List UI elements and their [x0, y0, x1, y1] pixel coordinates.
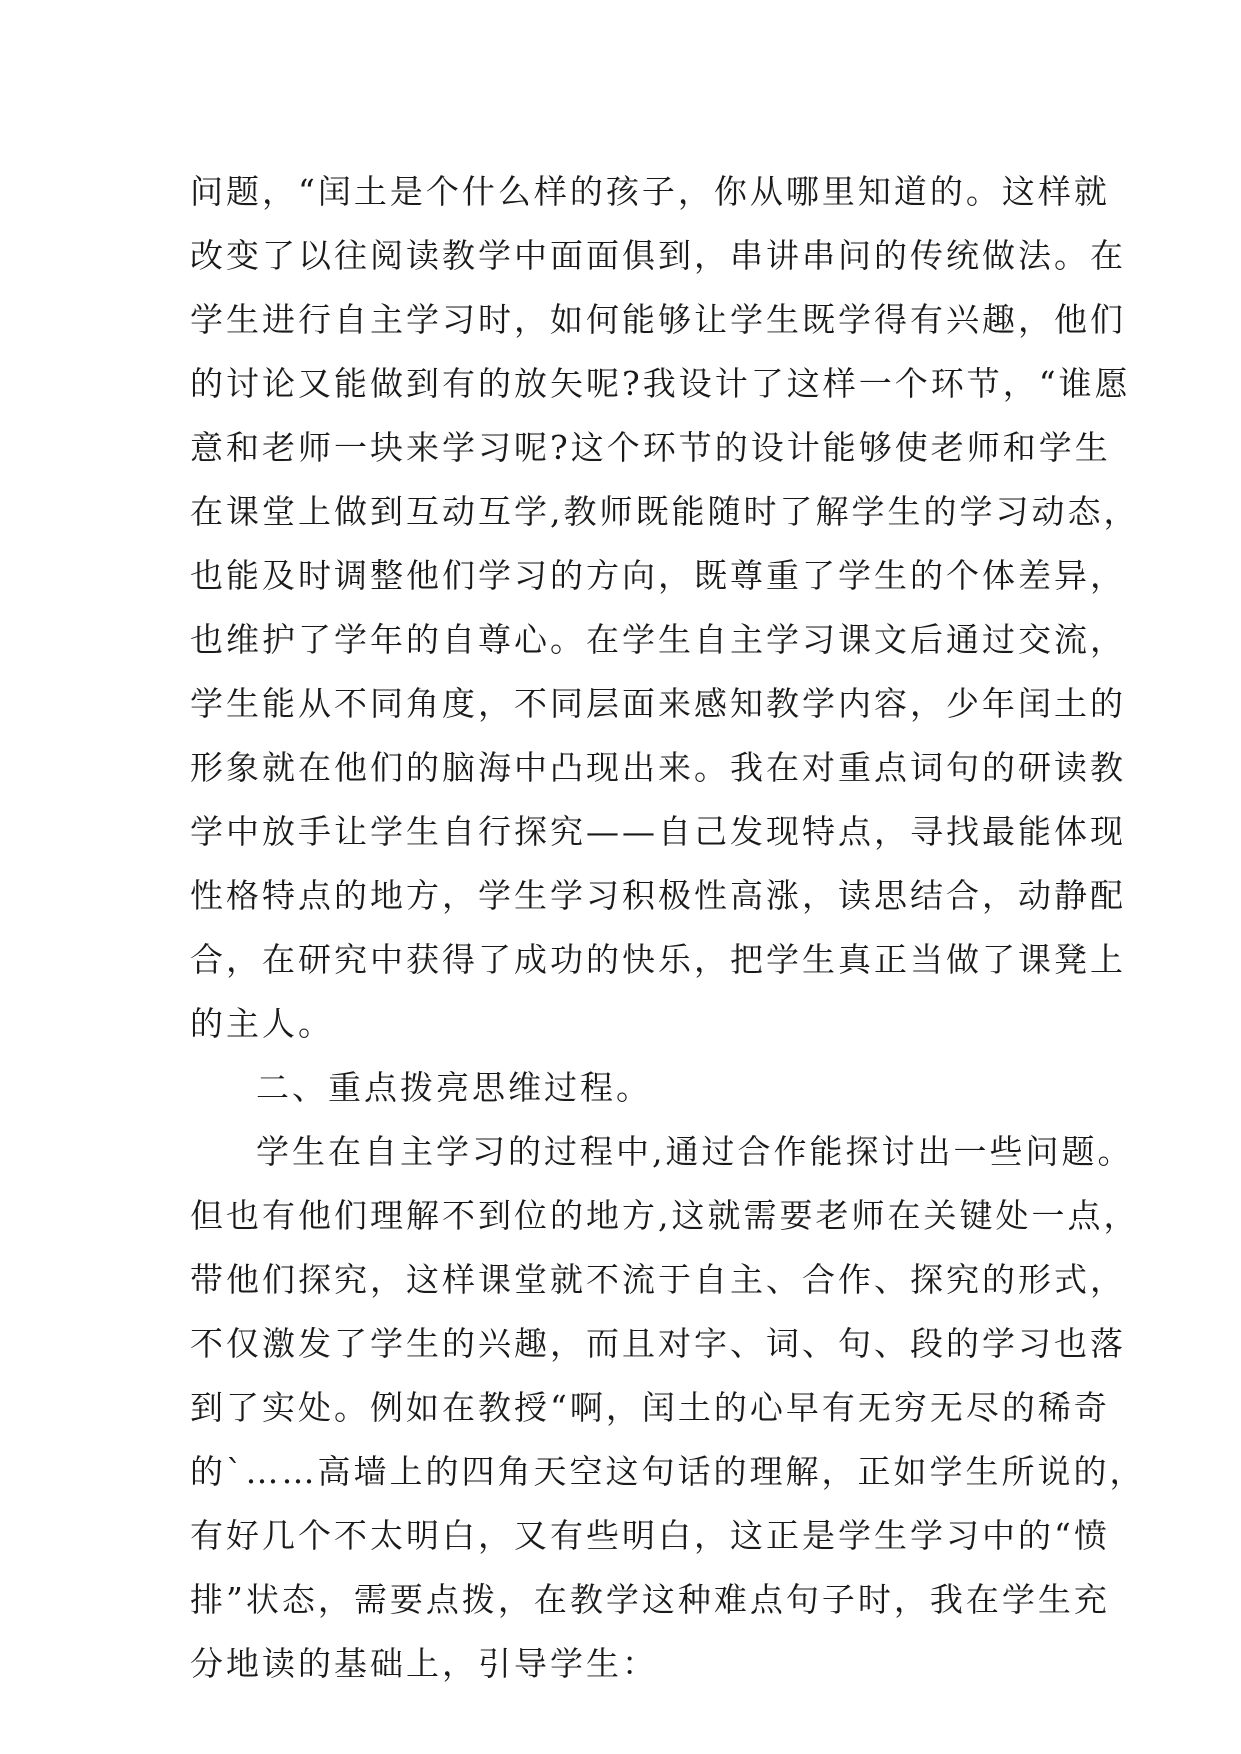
text-line: 意和老师一块来学习呢?这个环节的设计能够使老师和学生 [190, 428, 1111, 467]
text-line: 的主人。 [190, 1004, 334, 1043]
text-line: 学生进行自主学习时，如何能够让学生既学得有兴趣，他们 [190, 300, 1126, 339]
text-line: 形象就在他们的脑海中凸现出来。我在对重点词句的研读教 [190, 748, 1126, 787]
text-line: 的`……高墙上的四角天空这句话的理解，正如学生所说的， [190, 1452, 1146, 1491]
text-line: 到了实处。例如在教授“啊，闰土的心早有无穷无尽的稀奇 [190, 1388, 1110, 1427]
text-line: 也能及时调整他们学习的方向，既尊重了学生的个体差异， [190, 556, 1126, 595]
text-line: 但也有他们理解不到位的地方,这就需要老师在关键处一点， [190, 1196, 1140, 1235]
paragraph-first-line: 学生在自主学习的过程中,通过合作能探讨出一些问题。 [256, 1132, 1134, 1171]
text-line: 学中放手让学生自行探究——自己发现特点，寻找最能体现 [190, 812, 1126, 851]
text-line: 有好几个不太明白，又有些明白，这正是学生学习中的“愤 [190, 1516, 1110, 1555]
body-text [190, 160, 1146, 1696]
text-line: 性格特点的地方，学生学习积极性高涨，读思结合，动静配 [190, 876, 1126, 915]
text-line: 排”状态，需要点拨，在教学这种难点句子时，我在学生充 [190, 1580, 1110, 1619]
text-line: 也维护了学年的自尊心。在学生自主学习课文后通过交流， [190, 620, 1126, 659]
text-line: 分地读的基础上，引导学生： [190, 1644, 658, 1683]
text-line: 合，在研究中获得了成功的快乐，把学生真正当做了课凳上 [190, 940, 1126, 979]
text-line: 在课堂上做到互动互学,教师既能随时了解学生的学习动态， [190, 492, 1140, 531]
text-line: 的讨论又能做到有的放矢呢?我设计了这样一个环节，“谁愿 [190, 364, 1131, 403]
text-line: 不仅激发了学生的兴趣，而且对字、词、句、段的学习也落 [190, 1324, 1126, 1363]
text-line: 学生能从不同角度，不同层面来感知教学内容，少年闰土的 [190, 684, 1126, 723]
text-line: 带他们探究，这样课堂就不流于自主、合作、探究的形式， [190, 1260, 1126, 1299]
text-line: 改变了以往阅读教学中面面俱到，串讲串问的传统做法。在 [190, 236, 1126, 275]
section-heading: 二、重点拨亮思维过程。 [256, 1068, 652, 1107]
text-line: 问题，“闰土是个什么样的孩子，你从哪里知道的。这样就 [190, 172, 1110, 211]
